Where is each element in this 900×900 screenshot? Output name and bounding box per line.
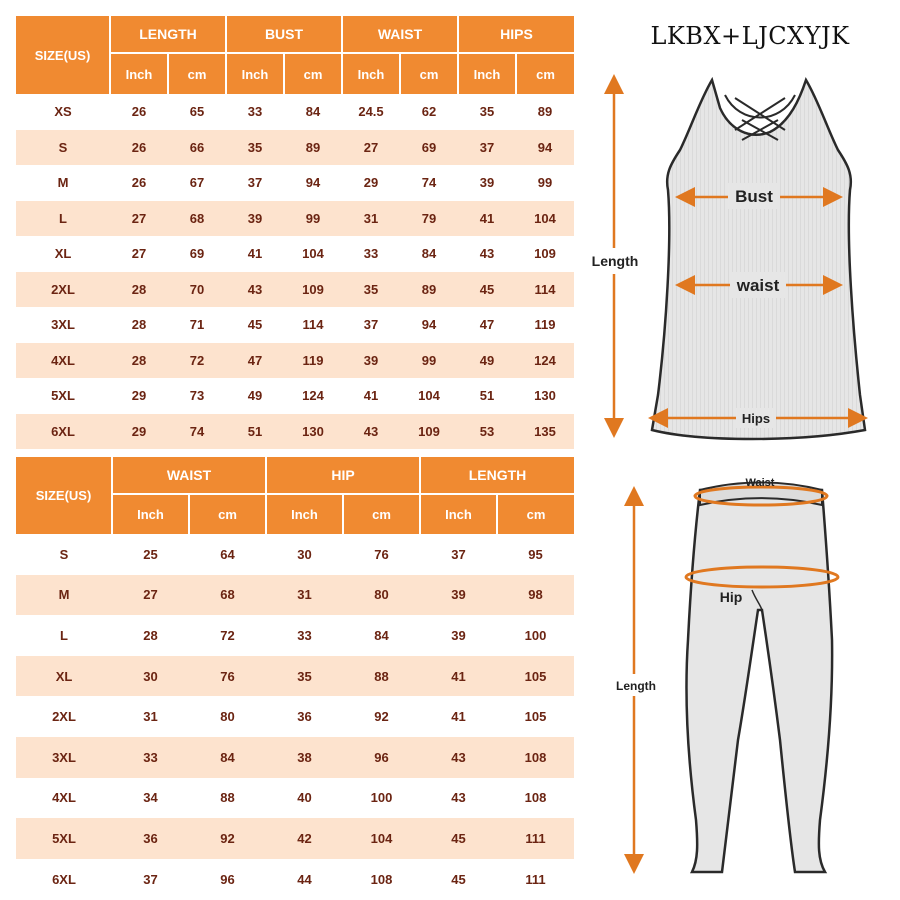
unit-cm: cm: [189, 494, 266, 534]
tank-top-body: [652, 80, 865, 439]
length-header: LENGTH: [420, 457, 574, 494]
value-cell: 29: [110, 378, 168, 414]
value-cell: 39: [420, 615, 497, 656]
value-cell: 37: [458, 130, 516, 166]
value-cell: 69: [168, 236, 226, 272]
value-cell: 69: [400, 130, 458, 166]
unit-cm: cm: [284, 53, 342, 94]
value-cell: 51: [226, 414, 284, 450]
tank-top-illustration: [586, 80, 865, 439]
value-cell: 33: [112, 737, 189, 778]
value-cell: 76: [189, 656, 266, 697]
value-cell: 104: [400, 378, 458, 414]
value-cell: 26: [110, 165, 168, 201]
unit-cm: cm: [343, 494, 420, 534]
size-cell: 2XL: [16, 272, 110, 308]
size-cell: 5XL: [16, 378, 110, 414]
unit-cm: cm: [497, 494, 574, 534]
value-cell: 67: [168, 165, 226, 201]
value-cell: 43: [420, 778, 497, 819]
value-cell: 47: [226, 343, 284, 379]
size-cell: 3XL: [16, 307, 110, 343]
value-cell: 109: [516, 236, 574, 272]
value-cell: 114: [516, 272, 574, 308]
value-cell: 104: [284, 236, 342, 272]
value-cell: 79: [400, 201, 458, 237]
size-cell: 6XL: [16, 414, 110, 450]
value-cell: 31: [112, 696, 189, 737]
value-cell: 34: [112, 778, 189, 819]
value-cell: 37: [420, 534, 497, 575]
value-cell: 26: [110, 94, 168, 130]
value-cell: 33: [266, 615, 343, 656]
size-cell: 3XL: [16, 737, 112, 778]
unit-inch: Inch: [226, 53, 284, 94]
value-cell: 88: [189, 778, 266, 819]
value-cell: 39: [226, 201, 284, 237]
value-cell: 62: [400, 94, 458, 130]
value-cell: 65: [168, 94, 226, 130]
unit-inch: Inch: [420, 494, 497, 534]
value-cell: 95: [497, 534, 574, 575]
value-cell: 28: [112, 615, 189, 656]
leggings-waist-label: Waist: [745, 477, 775, 489]
value-cell: 108: [343, 859, 420, 900]
size-cell: L: [16, 615, 112, 656]
value-cell: 74: [400, 165, 458, 201]
value-cell: 35: [226, 130, 284, 166]
value-cell: 92: [343, 696, 420, 737]
unit-inch: Inch: [112, 494, 189, 534]
value-cell: 84: [189, 737, 266, 778]
size-cell: M: [16, 575, 112, 616]
value-cell: 41: [458, 201, 516, 237]
hips-label: Hips: [741, 411, 771, 426]
value-cell: 41: [342, 378, 400, 414]
value-cell: 24.5: [342, 94, 400, 130]
value-cell: 49: [458, 343, 516, 379]
value-cell: 44: [266, 859, 343, 900]
value-cell: 45: [420, 859, 497, 900]
value-cell: 27: [112, 575, 189, 616]
unit-inch: Inch: [458, 53, 516, 94]
value-cell: 35: [342, 272, 400, 308]
value-cell: 72: [168, 343, 226, 379]
hip-header: HIP: [266, 457, 420, 494]
size-cell: XL: [16, 236, 110, 272]
size-cell: S: [16, 534, 112, 575]
value-cell: 42: [266, 818, 343, 859]
value-cell: 94: [400, 307, 458, 343]
unit-inch: Inch: [110, 53, 168, 94]
leggings-body: [686, 490, 832, 872]
value-cell: 66: [168, 130, 226, 166]
value-cell: 28: [110, 307, 168, 343]
unit-cm: cm: [168, 53, 226, 94]
value-cell: 124: [284, 378, 342, 414]
size-header: SIZE(US): [16, 16, 110, 94]
value-cell: 88: [343, 656, 420, 697]
value-cell: 99: [400, 343, 458, 379]
value-cell: 119: [284, 343, 342, 379]
unit-inch: Inch: [342, 53, 400, 94]
waist-header: WAIST: [342, 16, 458, 53]
value-cell: 74: [168, 414, 226, 450]
value-cell: 31: [342, 201, 400, 237]
value-cell: 104: [343, 818, 420, 859]
value-cell: 31: [266, 575, 343, 616]
value-cell: 51: [458, 378, 516, 414]
value-cell: 36: [112, 818, 189, 859]
value-cell: 28: [110, 343, 168, 379]
value-cell: 27: [342, 130, 400, 166]
value-cell: 94: [516, 130, 574, 166]
value-cell: 105: [497, 656, 574, 697]
leggings-hip-label: Hip: [719, 589, 743, 605]
value-cell: 71: [168, 307, 226, 343]
value-cell: 43: [458, 236, 516, 272]
value-cell: 36: [266, 696, 343, 737]
size-cell: L: [16, 201, 110, 237]
value-cell: 96: [343, 737, 420, 778]
top-length-label: Length: [591, 253, 639, 269]
value-cell: 89: [400, 272, 458, 308]
value-cell: 35: [266, 656, 343, 697]
value-cell: 89: [284, 130, 342, 166]
unit-cm: cm: [400, 53, 458, 94]
value-cell: 105: [497, 696, 574, 737]
value-cell: 64: [189, 534, 266, 575]
value-cell: 37: [226, 165, 284, 201]
value-cell: 84: [343, 615, 420, 656]
value-cell: 45: [226, 307, 284, 343]
size-cell: 4XL: [16, 778, 112, 819]
bust-header: BUST: [226, 16, 342, 53]
size-cell: XL: [16, 656, 112, 697]
unit-inch: Inch: [266, 494, 343, 534]
bottom-length-label: Length: [616, 679, 656, 693]
value-cell: 96: [189, 859, 266, 900]
size-cell: S: [16, 130, 110, 166]
value-cell: 84: [400, 236, 458, 272]
unit-cm: cm: [516, 53, 574, 94]
value-cell: 94: [284, 165, 342, 201]
value-cell: 99: [516, 165, 574, 201]
value-cell: 92: [189, 818, 266, 859]
size-cell: 6XL: [16, 859, 112, 900]
value-cell: 111: [497, 859, 574, 900]
length-header: LENGTH: [110, 16, 226, 53]
value-cell: 41: [420, 696, 497, 737]
value-cell: 80: [343, 575, 420, 616]
value-cell: 33: [342, 236, 400, 272]
value-cell: 68: [189, 575, 266, 616]
value-cell: 84: [284, 94, 342, 130]
value-cell: 72: [189, 615, 266, 656]
value-cell: 39: [342, 343, 400, 379]
value-cell: 114: [284, 307, 342, 343]
value-cell: 38: [266, 737, 343, 778]
value-cell: 53: [458, 414, 516, 450]
value-cell: 43: [420, 737, 497, 778]
value-cell: 30: [112, 656, 189, 697]
value-cell: 40: [266, 778, 343, 819]
bust-label: Bust: [735, 187, 773, 206]
value-cell: 124: [516, 343, 574, 379]
value-cell: 70: [168, 272, 226, 308]
value-cell: 43: [226, 272, 284, 308]
size-header: SIZE(US): [16, 457, 112, 534]
size-cell: 4XL: [16, 343, 110, 379]
size-cell: XS: [16, 94, 110, 130]
value-cell: 41: [226, 236, 284, 272]
value-cell: 43: [342, 414, 400, 450]
hips-header: HIPS: [458, 16, 574, 53]
value-cell: 108: [497, 778, 574, 819]
value-cell: 98: [497, 575, 574, 616]
value-cell: 29: [110, 414, 168, 450]
value-cell: 41: [420, 656, 497, 697]
value-cell: 89: [516, 94, 574, 130]
value-cell: 135: [516, 414, 574, 450]
value-cell: 111: [497, 818, 574, 859]
value-cell: 39: [458, 165, 516, 201]
value-cell: 25: [112, 534, 189, 575]
value-cell: 29: [342, 165, 400, 201]
value-cell: 130: [516, 378, 574, 414]
value-cell: 119: [516, 307, 574, 343]
value-cell: 109: [400, 414, 458, 450]
value-cell: 27: [110, 236, 168, 272]
leggings-illustration: [608, 477, 838, 872]
value-cell: 45: [458, 272, 516, 308]
value-cell: 100: [497, 615, 574, 656]
size-cell: 5XL: [16, 818, 112, 859]
value-cell: 104: [516, 201, 574, 237]
value-cell: 27: [110, 201, 168, 237]
value-cell: 68: [168, 201, 226, 237]
waist-label: waist: [736, 276, 780, 295]
value-cell: 47: [458, 307, 516, 343]
value-cell: 30: [266, 534, 343, 575]
value-cell: 76: [343, 534, 420, 575]
brand-title: LKBX+LJCXYJK: [650, 22, 850, 50]
value-cell: 33: [226, 94, 284, 130]
value-cell: 39: [420, 575, 497, 616]
value-cell: 45: [420, 818, 497, 859]
value-cell: 99: [284, 201, 342, 237]
value-cell: 130: [284, 414, 342, 450]
size-cell: M: [16, 165, 110, 201]
waist-header: WAIST: [112, 457, 266, 494]
value-cell: 35: [458, 94, 516, 130]
value-cell: 26: [110, 130, 168, 166]
value-cell: 109: [284, 272, 342, 308]
value-cell: 28: [110, 272, 168, 308]
size-cell: 2XL: [16, 696, 112, 737]
value-cell: 49: [226, 378, 284, 414]
value-cell: 108: [497, 737, 574, 778]
value-cell: 73: [168, 378, 226, 414]
value-cell: 37: [342, 307, 400, 343]
value-cell: 37: [112, 859, 189, 900]
value-cell: 80: [189, 696, 266, 737]
value-cell: 100: [343, 778, 420, 819]
